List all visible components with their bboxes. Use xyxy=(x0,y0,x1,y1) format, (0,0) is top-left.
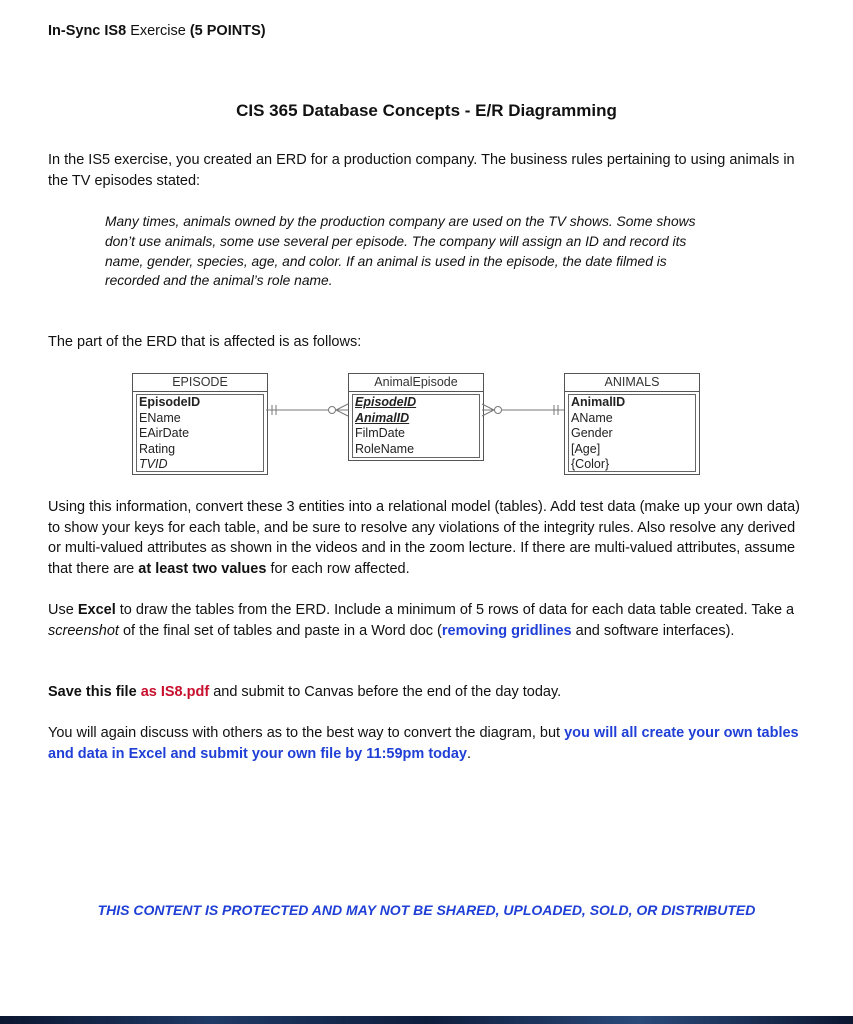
attr-age: [Age] xyxy=(571,441,601,456)
header-points: (5 POINTS) xyxy=(189,23,266,39)
instructions-paragraph xyxy=(48,497,808,579)
para2-gridlines: removing gridlines xyxy=(441,622,572,639)
attr-rating: Rating xyxy=(139,441,176,456)
para2-excel: Excel xyxy=(77,602,116,618)
erd-intro: The part of the ERD that is affected is as follows: xyxy=(48,334,362,350)
para3-c: and submit to Canvas before the end of the day today. xyxy=(209,684,562,700)
attr-rolename: RoleName xyxy=(355,441,415,456)
para1-bold: at least two values xyxy=(138,560,267,577)
protected-notice: THIS CONTENT IS PROTECTED AND MAY NOT BE SHARED, UPLOADED, SOLD, OR DISTRIBUTED xyxy=(97,902,756,918)
zero-mark-left xyxy=(329,407,336,414)
attr-ae-episodeid: EpisodeID xyxy=(355,395,417,409)
bottom-decoration-bar xyxy=(0,1016,853,1024)
entity-episode-name: EPISODE xyxy=(133,374,267,392)
para4-c: . xyxy=(467,745,472,762)
attr-gender: Gender xyxy=(571,426,613,440)
para2-screenshot: screenshot xyxy=(48,622,119,639)
header-middle: Exercise xyxy=(126,23,190,39)
entity-animal-episode-name: AnimalEpisode xyxy=(349,374,483,392)
discuss-paragraph xyxy=(48,723,808,764)
para3-a: Save this file xyxy=(48,684,141,700)
attr-aname: AName xyxy=(571,410,613,425)
page-title: CIS 365 Database Concepts - E/R Diagramming xyxy=(236,101,617,120)
save-paragraph xyxy=(48,682,808,703)
header-prefix: In-Sync IS8 xyxy=(48,23,127,39)
entity-animals-name: ANIMALS xyxy=(565,374,699,392)
para2-a: Use xyxy=(48,602,78,618)
attr-filmdate: FilmDate xyxy=(355,426,406,440)
attr-color: {Color} xyxy=(571,457,610,471)
para4-b: you will all create your own tables and data in Excel and submit your own file by 11:59pm today xyxy=(48,725,799,762)
attr-ename: EName xyxy=(139,410,181,425)
para1-end: for each row affected. xyxy=(266,560,410,577)
intro-paragraph: In the IS5 exercise, you created an ERD for a production company. The business rules pertaining to using animals in the TV episodes stated: xyxy=(48,152,795,189)
attr-tvid: TVID xyxy=(139,457,168,471)
para2-d: and software interfaces). xyxy=(571,622,735,639)
attr-episodeid: EpisodeID xyxy=(139,395,201,409)
attr-ae-animalid: AnimalID xyxy=(355,410,410,425)
para2-c: of the final set of tables and paste in a Word doc ( xyxy=(118,622,442,639)
para3-filename: as IS8.pdf xyxy=(140,684,210,700)
business-rules-quote: Many times, animals owned by the production company are used on the TV shows. Some shows don’t use animals, some use several per episode. The company will assign an ID and record its name, gender, species, age, and color. If an animal is used in the episode, the date filmed is recorded and the animal’s role name. xyxy=(105,214,696,289)
zero-mark-right xyxy=(495,407,502,414)
para4-a: You will again discuss with others as to the best way to convert the diagram, but xyxy=(48,725,565,741)
erd-relationship-lines xyxy=(0,0,853,480)
para2-b: to draw the tables from the ERD. Include a minimum of 5 rows of data for each data table created. Take a xyxy=(115,602,795,618)
excel-paragraph xyxy=(48,600,808,641)
para1-text: Using this information, convert these 3 entities into a relational model (tables). Add test data (make up your own data) to show your keys for each table, and be sure to resolve any violations of the integrity rules. Also resolve any derived or multi-valued attributes as shown in the videos and in the zoom lecture. If there are multi-valued attributes, assume that there are xyxy=(48,499,800,577)
attr-eairdate: EAirDate xyxy=(139,426,190,440)
attr-animalid: AnimalID xyxy=(571,395,626,409)
